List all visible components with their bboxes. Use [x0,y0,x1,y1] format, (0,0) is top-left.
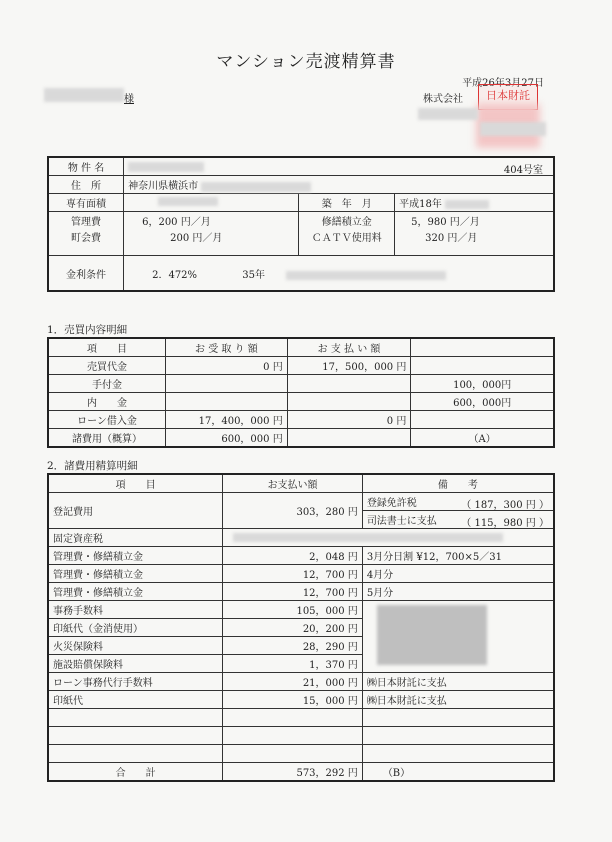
sale-row [48,393,554,411]
sale-header-receive: お 受 取 り 額 [166,338,288,357]
redacted-company-address [418,108,478,120]
sale-pay [287,393,411,411]
redacted-loan-detail [286,271,446,280]
expense-item: 印紙代 [48,691,223,709]
registration-tax-value: （ 187，300 円 ） [461,500,549,511]
sale-item: ローン借入金 [48,411,166,429]
sale-pay [287,375,411,393]
expense-row [48,601,554,619]
expense-amount: 12，700 円 [223,565,363,583]
sale-note: 100，000円 [411,375,554,393]
catv-value: 320 円／月 [395,229,554,256]
built-value: 平成18年 [399,199,442,210]
sale-receive: 17，400，000 円 [166,411,288,429]
sale-detail-table [47,337,555,448]
repair-fund-value: 5，980 円／月 [395,212,554,230]
address-value: 神奈川県横浜市 [128,181,199,192]
property-row-area [48,194,554,212]
registration-amount: 303，280 円 [223,493,363,529]
expense-amount [223,727,363,745]
room-number: 404号室 [503,165,543,176]
repair-fund-label: 修繕積立金 [299,212,395,230]
expense-amount: 12，700 円 [223,583,363,601]
mgmt-fee-label: 管理費 [48,212,124,230]
loan-years: 35年 [242,269,265,281]
expense-amount: 1，370 円 [223,655,363,673]
expense-item: 事務手数料 [48,601,223,619]
expense-amount: 2，048 円 [223,547,363,565]
built-cell [395,194,554,212]
expense-row [48,529,554,547]
sale-note: （A） [411,429,554,448]
expense-amount: 15，000 円 [223,691,363,709]
expense-note: ㈱日本財託に支払 [362,691,554,709]
expense-amount [223,745,363,763]
address-label: 住 所 [48,176,124,194]
expense-item [48,709,223,727]
property-name-cell [124,157,554,176]
interest-cell [124,256,554,292]
property-name-label: 物 件 名 [48,157,124,176]
expense-item: ローン事務代行手数料 [48,673,223,691]
community-fee-label: 町会費 [48,229,124,256]
expense-amount: 20，200 円 [223,619,363,637]
expense-note: ㈱日本財託に支払 [362,673,554,691]
sale-receive [166,393,288,411]
sale-row [48,411,554,429]
company-seal: 日本財託 [478,84,538,110]
expense-item: 施設賠償保険料 [48,655,223,673]
expense-item: 管理費・修繕積立金 [48,583,223,601]
expense-header-row [48,474,554,493]
property-row-interest [48,256,554,292]
expense-note-redacted [362,601,554,673]
interest-rate: 2．472% [152,269,198,281]
expense-item: 管理費・修繕積立金 [48,565,223,583]
expense-note [362,745,554,763]
interest-label: 金利条件 [48,256,124,292]
sale-row [48,429,554,448]
community-fee-value: 200 円／月 [124,229,299,256]
property-table [47,156,555,292]
expense-amount: 28，290 円 [223,637,363,655]
expense-redacted-cell [223,529,554,547]
registration-note-2 [362,511,554,529]
expense-total-row [48,763,554,782]
registration-tax-label: 登録免許税 [366,498,417,509]
expense-note [362,709,554,727]
company-label: 株式会社 [423,94,463,105]
sale-header-pay: お 支 払 い 額 [287,338,411,357]
expense-table [47,473,555,782]
expense-note: 4月分 [362,565,554,583]
area-cell [124,194,299,212]
scrivener-label: 司法書士に支払 [366,516,437,527]
redacted-area [158,197,218,206]
sale-item: 諸費用（概算） [48,429,166,448]
expense-item: 火災保険料 [48,637,223,655]
expense-row [48,673,554,691]
sale-receive: 0 円 [166,357,288,375]
registration-row [48,493,554,511]
scrivener-value: （ 115，980 円 ） [461,518,549,529]
property-row-fees2 [48,229,554,256]
sale-note [411,411,554,429]
expense-row-empty [48,727,554,745]
total-amount: 573，292 円 [223,763,363,782]
expense-item: 印紙代（金消使用） [48,619,223,637]
section2-heading: 2．諸費用精算明細 [47,460,138,472]
redacted-company-address-2 [480,122,546,136]
addressee-suffix: 様 [124,94,134,105]
area-label: 専有面積 [48,194,124,212]
redacted-property-name [128,162,204,172]
sale-header-note [411,338,554,357]
expense-row-empty [48,745,554,763]
catv-label: ＣＡＴＶ使用料 [299,229,395,256]
expense-row [48,691,554,709]
redacted-notes [377,605,487,665]
redacted-address [201,182,311,192]
sale-receive [166,375,288,393]
expense-item [48,727,223,745]
expense-note [362,727,554,745]
expense-item [48,745,223,763]
built-label: 築 年 月 [299,194,395,212]
redacted-addressee [44,88,124,102]
document-title: マンション売渡精算書 [216,52,396,72]
expense-row [48,583,554,601]
expense-amount [223,709,363,727]
sale-pay: 17，500，000 円 [287,357,411,375]
expense-note: 5月分 [362,583,554,601]
expense-amount: 105，000 円 [223,601,363,619]
sale-header-item: 項 目 [48,338,166,357]
sale-note: 600，000円 [411,393,554,411]
expense-amount: 21，000 円 [223,673,363,691]
property-row-address [48,176,554,194]
expense-row [48,547,554,565]
sale-row [48,375,554,393]
expense-item: 固定資産税 [48,529,223,547]
sale-header-row [48,338,554,357]
registration-note-1 [362,493,554,511]
property-row-fees [48,212,554,230]
section1-heading: 1．売買内容明細 [47,324,128,336]
sale-pay [287,429,411,448]
redacted-built [445,200,489,209]
total-note: （B） [362,763,554,782]
sale-receive: 600，000 円 [166,429,288,448]
expense-item: 管理費・修繕積立金 [48,547,223,565]
address-cell [124,176,554,194]
mgmt-fee-value: 6，200 円／月 [124,212,299,230]
sale-note [411,357,554,375]
expense-header-note: 備 考 [362,474,554,493]
total-label: 合 計 [48,763,223,782]
sale-item: 内 金 [48,393,166,411]
expense-row [48,565,554,583]
sale-row [48,357,554,375]
redacted-property-tax [233,533,503,542]
document-date: 平成26年3月27日 [462,78,544,89]
expense-header-amount: お支払い額 [223,474,363,493]
property-row-name [48,157,554,176]
sale-item: 手付金 [48,375,166,393]
sale-item: 売買代金 [48,357,166,375]
expense-note: 3月分日割 ¥12，700×5／31 [362,547,554,565]
registration-item: 登記費用 [48,493,223,529]
sale-pay: 0 円 [287,411,411,429]
expense-row-empty [48,709,554,727]
expense-header-item: 項 目 [48,474,223,493]
